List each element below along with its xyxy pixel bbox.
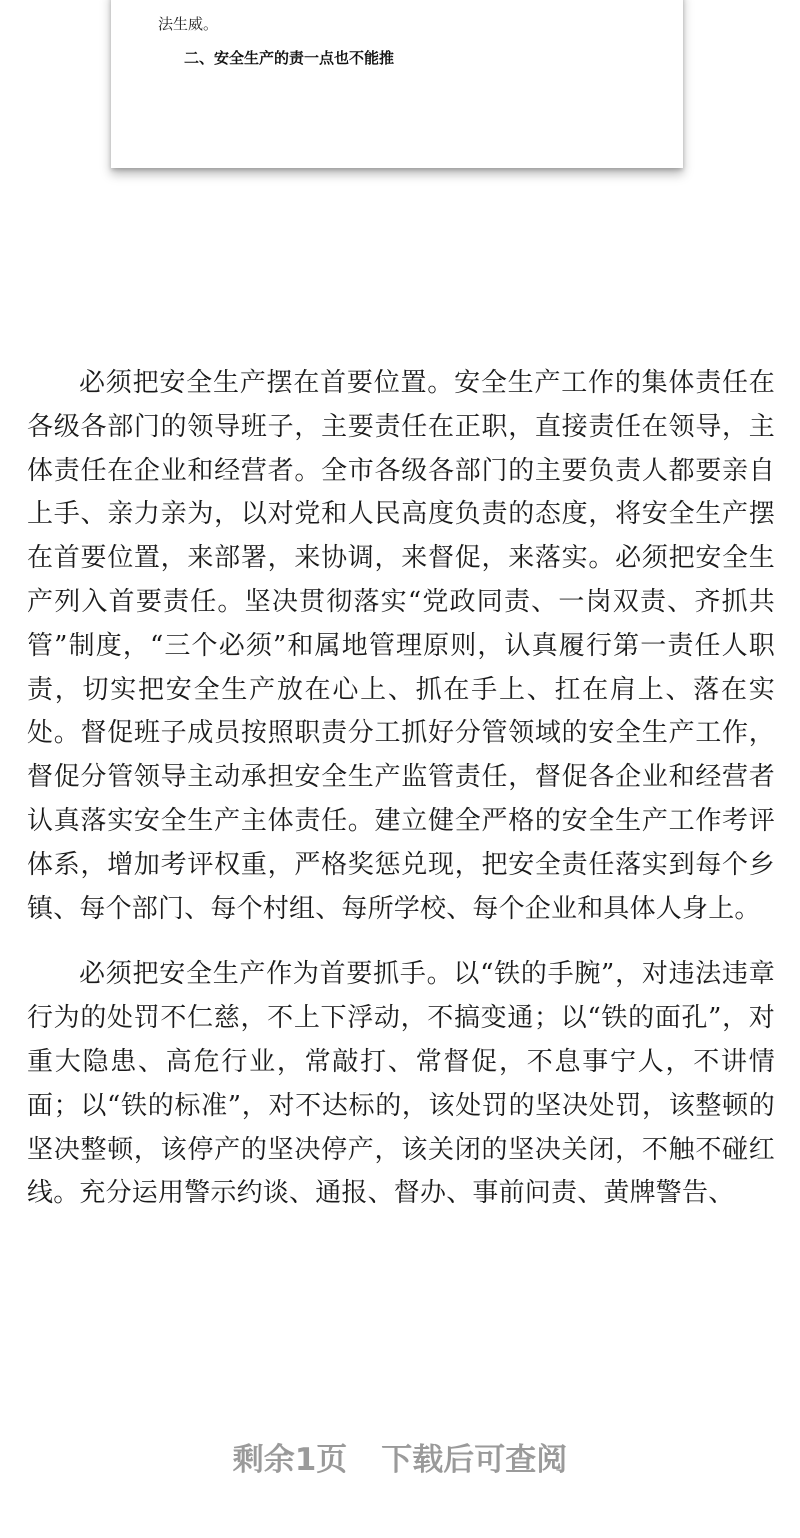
body-paragraph-1: 必须把安全生产摆在首要位置。安全生产工作的集体责任在各级各部门的领导班子，主要责任在正职，直接责任在领导，主体责任在企业和经营者。全市各级各部门的主要负责人都要亲自上手、亲力亲为，以对党和人民高度负责的态度，将安全生产摆在首要位置，来部署，来协调，来督促，来落实。必须把安全生产列入首要责任。坚决贯彻落实“党政同责、一岗双责、齐抓共管”制度，“三个必须”和属地管理原则，认真履行第一责任人职责，切实把安全生产放在心上、抓在手上、扛在肩上、落在实处。督促班子成员按照职责分工抓好分管领域的安全生产工作，督促分管领导主动承担安全生产监管责任，督促各企业和经营者认真落实安全生产主体责任。建立健全严格的安全生产工作考评体系，增加考评权重，严格奖惩兑现，把安全责任落实到每个乡镇、每个部门、每个村组、每所学校、每个企业和具体人身上。 (27, 368, 775, 924)
download-hint-label: 下载后可查阅 (381, 1442, 568, 1478)
remaining-pages-label: 剩余1页 (232, 1442, 348, 1478)
document-body (27, 362, 775, 1216)
download-prompt[interactable] (0, 1440, 800, 1480)
preview-section-heading: 二、安全生产的责一点也不能推 (184, 49, 395, 67)
page-preview-card (111, 0, 683, 168)
preview-text-line: 法生威。 (158, 15, 219, 33)
body-paragraph-2: 必须把安全生产作为首要抓手。以“铁的手腕”，对违法违章行为的处罚不仁慈，不上下浮动，不搞变通；以“铁的面孔”，对重大隐患、高危行业，常敲打、常督促，不息事宁人，不讲情面；以“铁的标准”，对不达标的，该处罚的坚决处罚，该整顿的坚决整顿，该停产的坚决停产，该关闭的坚决关闭，不触不碰红线。充分运用警示约谈、通报、督办、事前问责、黄牌警告、 (27, 959, 775, 1209)
